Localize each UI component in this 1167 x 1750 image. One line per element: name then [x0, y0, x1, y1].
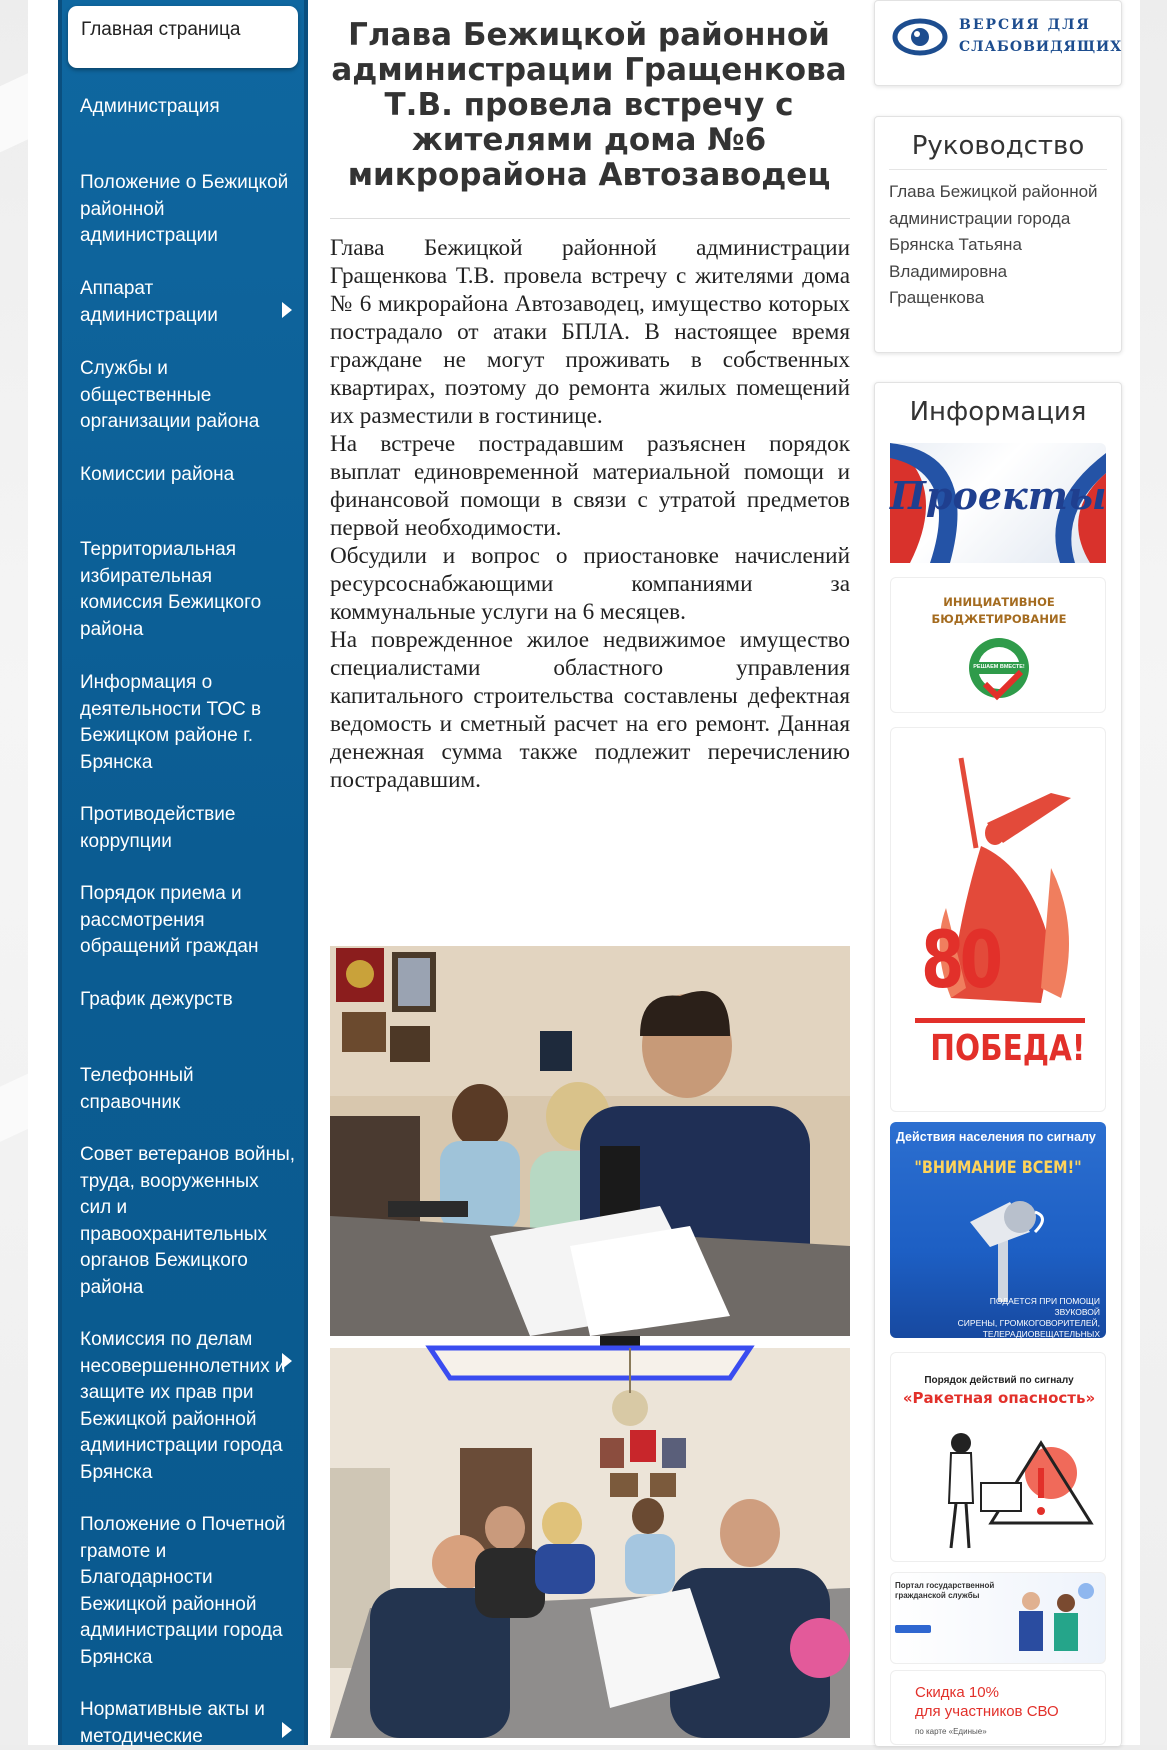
sidebar-item-label: Главная страница: [81, 19, 241, 40]
rocket-danger-banner[interactable]: [890, 1352, 1106, 1562]
eye-icon: [893, 15, 947, 59]
sidebar-item-veterans[interactable]: Совет ветеранов войны, труда, вооруженных сил и правоохранительных органов Бежицкого района: [80, 1144, 296, 1298]
sidebar-item-administration[interactable]: Администрация: [80, 96, 220, 117]
vision-label-line2: СЛАБОВИДЯЩИХ: [959, 39, 1123, 55]
article-paragraph: Глава Бежицкой районной администрации Гращенкова Т.В. провела встречу с жителями дома № 6 микрорайона Автозаводец, имущество которых пострадало от атаки БПЛА. В настоящее время граждане не могут проживать в собственных квартирах, поэтому до ремонта жилых помещений их разместили в гостинице.: [330, 235, 850, 429]
officials-illustration-icon: [1001, 1581, 1101, 1661]
sidebar-item-services[interactable]: Службы и общественные организации района: [80, 358, 260, 432]
sidebar-item-home[interactable]: [68, 6, 298, 68]
sidebar-item-election-commission[interactable]: Территориальная избирательная комиссия Бежицкого района: [80, 539, 262, 640]
discount-line1: Скидка 10%: [915, 1684, 999, 1701]
discount-line2: для участников СВО: [915, 1703, 1059, 1720]
ib-line1: ИНИЦИАТИВНОЕ: [943, 595, 1055, 609]
meeting-photo-1[interactable]: [330, 946, 850, 1336]
victory-80-banner[interactable]: [890, 727, 1106, 1112]
sidebar-item-duty-schedule[interactable]: График дежурств: [80, 989, 233, 1010]
sidebar-item-anticorruption[interactable]: Противодействие коррупции: [80, 804, 236, 852]
article-title: Глава Бежицкой районной администрации Гращенкова Т.В. провела встречу с жителями дома №6 микрорайона Автозаводец: [331, 17, 847, 193]
submenu-arrow-icon[interactable]: [282, 302, 292, 318]
sidebar-item-commissions[interactable]: Комиссии района: [80, 464, 235, 485]
siren-loudspeaker-icon: [950, 1192, 1060, 1302]
sidebar-item-minors-commission[interactable]: Комиссия по делам несовершеннолетних и защите их прав при Бежицкой районной администрации города Брянска: [80, 1329, 286, 1483]
sidebar-item-honor-diploma[interactable]: Положение о Почетной грамоте и Благодарности Бежицкой районной администрации города Брянска: [80, 1514, 286, 1668]
sidebar-item-phonebook[interactable]: Телефонный справочник: [80, 1065, 194, 1113]
leadership-link[interactable]: Глава Бежицкой районной администрации города Брянска Татьяна Владимировна Гращенкова: [889, 182, 1098, 307]
rocket-header: Порядок действий по сигналу: [924, 1375, 1074, 1386]
projects-banner-label: Проекты: [890, 473, 1107, 518]
alert-note: ПОДАЕТСЯ ПРИ ПОМОЩИ ЗВУКОВОЙ: [989, 1296, 1100, 1317]
discount-line3: по карте «Единые»: [915, 1727, 987, 1736]
rocket-title: «Ракетная опасность»: [902, 1389, 1096, 1407]
svo-discount-banner[interactable]: [890, 1670, 1106, 1745]
ib-badge-label: РЕШАЕМ ВМЕСТЕ!: [973, 664, 1025, 670]
projects-banner[interactable]: [890, 443, 1106, 563]
submenu-arrow-icon[interactable]: [282, 1353, 292, 1369]
victory-word: ПОБЕДА!: [930, 1028, 1086, 1069]
meeting-photo-2[interactable]: [330, 1348, 850, 1738]
attention-all-banner[interactable]: [890, 1122, 1106, 1350]
sidebar-item-regulation[interactable]: Положение о Бежицкой районной администрации: [80, 172, 289, 246]
initiative-budgeting-banner[interactable]: [890, 577, 1106, 713]
title-divider: [330, 218, 850, 219]
alert-note: ТЕЛЕРАДИОВЕЩАТЕЛЬНЫХ СИСТЕМ: [982, 1329, 1100, 1350]
article-body: [330, 234, 850, 794]
vision-label-line1: ВЕРСИЯ ДЛЯ: [959, 17, 1091, 33]
submenu-arrow-icon[interactable]: [282, 1722, 292, 1738]
ib-line2: БЮДЖЕТИРОВАНИЕ: [931, 612, 1067, 626]
alert-title: "ВНИМАНИЕ ВСЕМ!": [914, 1158, 1082, 1178]
article-paragraph: На встрече пострадавшим разъяснен порядок выплат единовременной материальной помощи и финансовой помощи в связи с утратой предметов первой необходимости.: [330, 431, 850, 541]
civil-service-portal-banner[interactable]: [890, 1572, 1106, 1664]
sidebar-item-normative-acts[interactable]: Нормативные акты и методические: [80, 1699, 265, 1747]
article-paragraph: Обсудили и вопрос о приостановке начислений ресурсоснабжающими компаниями за коммунальные услуги на 6 месяцев.: [330, 543, 850, 625]
information-heading: Информация: [909, 397, 1087, 427]
victory-number: 80: [921, 916, 999, 1006]
sidebar-item-appeals[interactable]: Порядок приема и рассмотрения обращений граждан: [80, 883, 259, 957]
warning-triangle-icon: [911, 1423, 1091, 1553]
portal-button[interactable]: [895, 1625, 931, 1633]
sidebar-item-apparatus[interactable]: Аппарат администрации: [80, 278, 218, 326]
leadership-panel: [874, 116, 1122, 353]
leadership-heading: Руководство: [911, 131, 1085, 161]
article-paragraph: На поврежденное жилое недвижимое имущество специалистами областного управления капитального строительства составлены дефектная ведомость и сметный расчет на его ремонт. Данная денежная сумма также подлежит перечислению пострадавшим.: [330, 627, 850, 793]
alert-header: Действия населения по сигналу: [896, 1130, 1096, 1144]
vision-version-button[interactable]: [874, 0, 1122, 86]
portal-title: Портал государственной гражданской службы: [895, 1581, 995, 1600]
sidebar-item-tos-info[interactable]: Информация о деятельности ТОС в Бежицком районе г. Брянска: [80, 672, 262, 773]
alert-note: СИРЕНЫ, ГРОМКОГОВОРИТЕЛЕЙ,: [957, 1318, 1100, 1328]
